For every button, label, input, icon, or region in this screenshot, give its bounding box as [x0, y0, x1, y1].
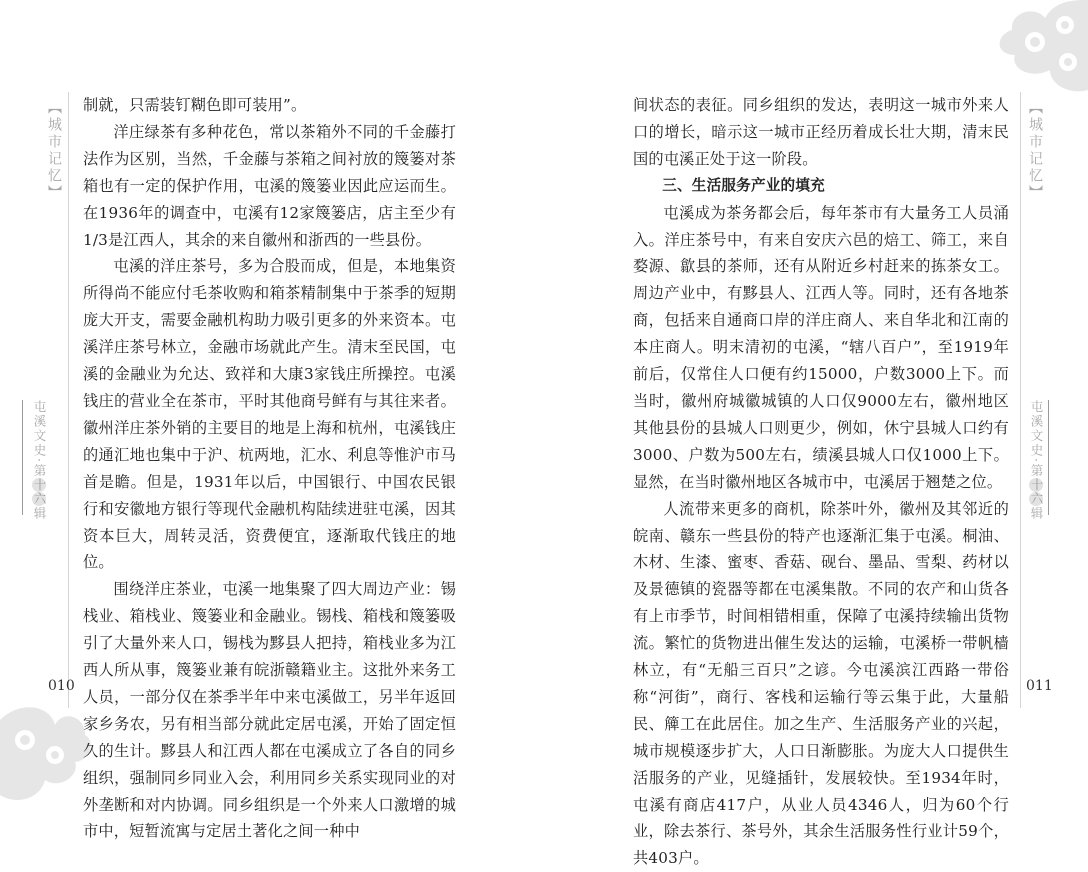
left-series-label: 屯溪文史·第十六辑: [32, 400, 47, 521]
right-margin-rule: [1020, 92, 1021, 708]
cloud-ornament-icon: [0, 700, 95, 812]
section-heading: 三、生活服务产业的填充: [662, 176, 825, 194]
left-section-label: 【城市记忆】: [46, 100, 62, 202]
right-section-label: 【城市记忆】: [1027, 100, 1043, 202]
right-page-body: [633, 92, 1009, 872]
paragraph: 屯溪的洋庄茶号，多为合股而成，但是，本地集资所得尚不能应付毛茶收购和箱茶精制集中于茶季的短期庞大开支，需要金融机构助力吸引更多的外来资本。屯溪洋庄茶号林立，金融市场就此产生。清末至民国，屯溪的金融业为允达、致祥和大康3家钱庄所操控。屯溪钱庄的营业全在茶市，平时其他商号鲜有与其往来者。徽州洋庄茶外销的主要目的地是上海和杭州，屯溪钱庄的通汇地也集中于沪、杭两地，汇水、利息等惟沪市马首是瞻。但是，1931年以后，中国银行、中国农民银行和安徽地方银行等现代金融机构陆续进驻屯溪，因其资本巨大，周转灵活，资费便宜，逐渐取代钱庄的地位。: [83, 257, 456, 572]
left-margin-rule: [68, 92, 69, 708]
paragraph: 屯溪成为茶务都会后，每年茶市有大量务工人员涌入。洋庄茶号中，有来自安庆六邑的焙工、筛工，来自婺源、歙县的茶师，还有从附近乡村赶来的拣茶女工。周边产业中，有黟县人、江西人等。同时，还有各地茶商，包括来自通商口岸的洋庄商人、来自华北和江南的本庄商人。明末清初的屯溪，“辖八百户”，至1919年前后，仅常住人口便有约15000，户数3000上下。而当时，徽州府城徽城镇的人口仅9000左右，徽州地区其他县份的县城人口则更少，例如，休宁县城人口约有3000、户数为500左右，绩溪县城人口仅1000上下。显然，在当时徽州地区各城市中，屯溪居于翘楚之位。: [633, 203, 1009, 491]
right-series-label: 屯溪文史·第十六辑: [1029, 400, 1044, 521]
paragraph: 间状态的表征。同乡组织的发达，表明这一城市外来人口的增长，暗示这一城市正经历着成长壮大期，清末民国的屯溪正处于这一阶段。: [633, 96, 1009, 168]
cloud-ornament-icon: [990, 0, 1088, 95]
paragraph: 制就，只需装钉糊色即可装用”。: [83, 96, 307, 114]
paragraph: 人流带来更多的商机，除茶叶外，徽州及其邻近的皖南、赣东一些县份的特产也逐渐汇集于屯溪。桐油、木材、生漆、蜜枣、香菇、砚台、墨品、雪梨、药材以及景德镇的瓷器等都在屯溪集散。不同的农产和山货各有上市季节，时间相错相重，保障了屯溪持续输出货物流。繁忙的货物进出催生发达的运输，屯溪桥一带帆樯林立，有“无船三百只”之谚。今屯溪滨江西路一带俗称“河街”，商行、客栈和运输行等云集于此，大量船民、簰工在此居住。加之生产、生活服务产业的兴起，城市规模逐步扩大，人口日渐膨胀。为庞大人口提供生活服务的产业，见缝插针，发展较快。至1934年时，屯溪有商店417户，从业人员4346人，归为60个行业，除去茶行、茶号外，其余生活服务性行业计59个，共403户。: [633, 499, 1009, 868]
paragraph: 洋庄绿茶有多种花色，常以茶箱外不同的千金藤打法作为区别，当然，千金藤与茶箱之间衬放的篾篓对茶箱也有一定的保护作用，屯溪的篾篓业因此应运而生。在1936年的调查中，屯溪有12家篾篓店，店主至少有1/3是江西人，其余的来自徽州和浙西的一些县份。: [83, 122, 456, 249]
right-page-number: 011: [1026, 678, 1053, 694]
right-series-rule: [1048, 400, 1049, 515]
paragraph: 围绕洋庄茶业，屯溪一地集聚了四大周边产业：锡栈业、箱栈业、篾篓业和金融业。锡栈、箱栈和篾篓吸引了大量外来人口，锡栈为黟县人把持，箱栈业多为江西人所从事，篾篓业兼有皖浙赣籍业主。这批外来务工人员，一部分仅在茶季半年中来屯溪做工，另半年返回家乡务农，另有相当部分就此定居屯溪，开始了固定恒久的生计。黟县人和江西人都在屯溪成立了各自的同乡组织，强制同乡同业入会，利用同乡关系实现同业的对外垄断和对内协调。同乡组织是一个外来人口激增的城市中，短暂流寓与定居土著化之间一种中: [83, 580, 456, 841]
left-page-number: 010: [48, 678, 75, 694]
left-page-body: [83, 92, 456, 845]
left-series-rule: [22, 400, 23, 515]
